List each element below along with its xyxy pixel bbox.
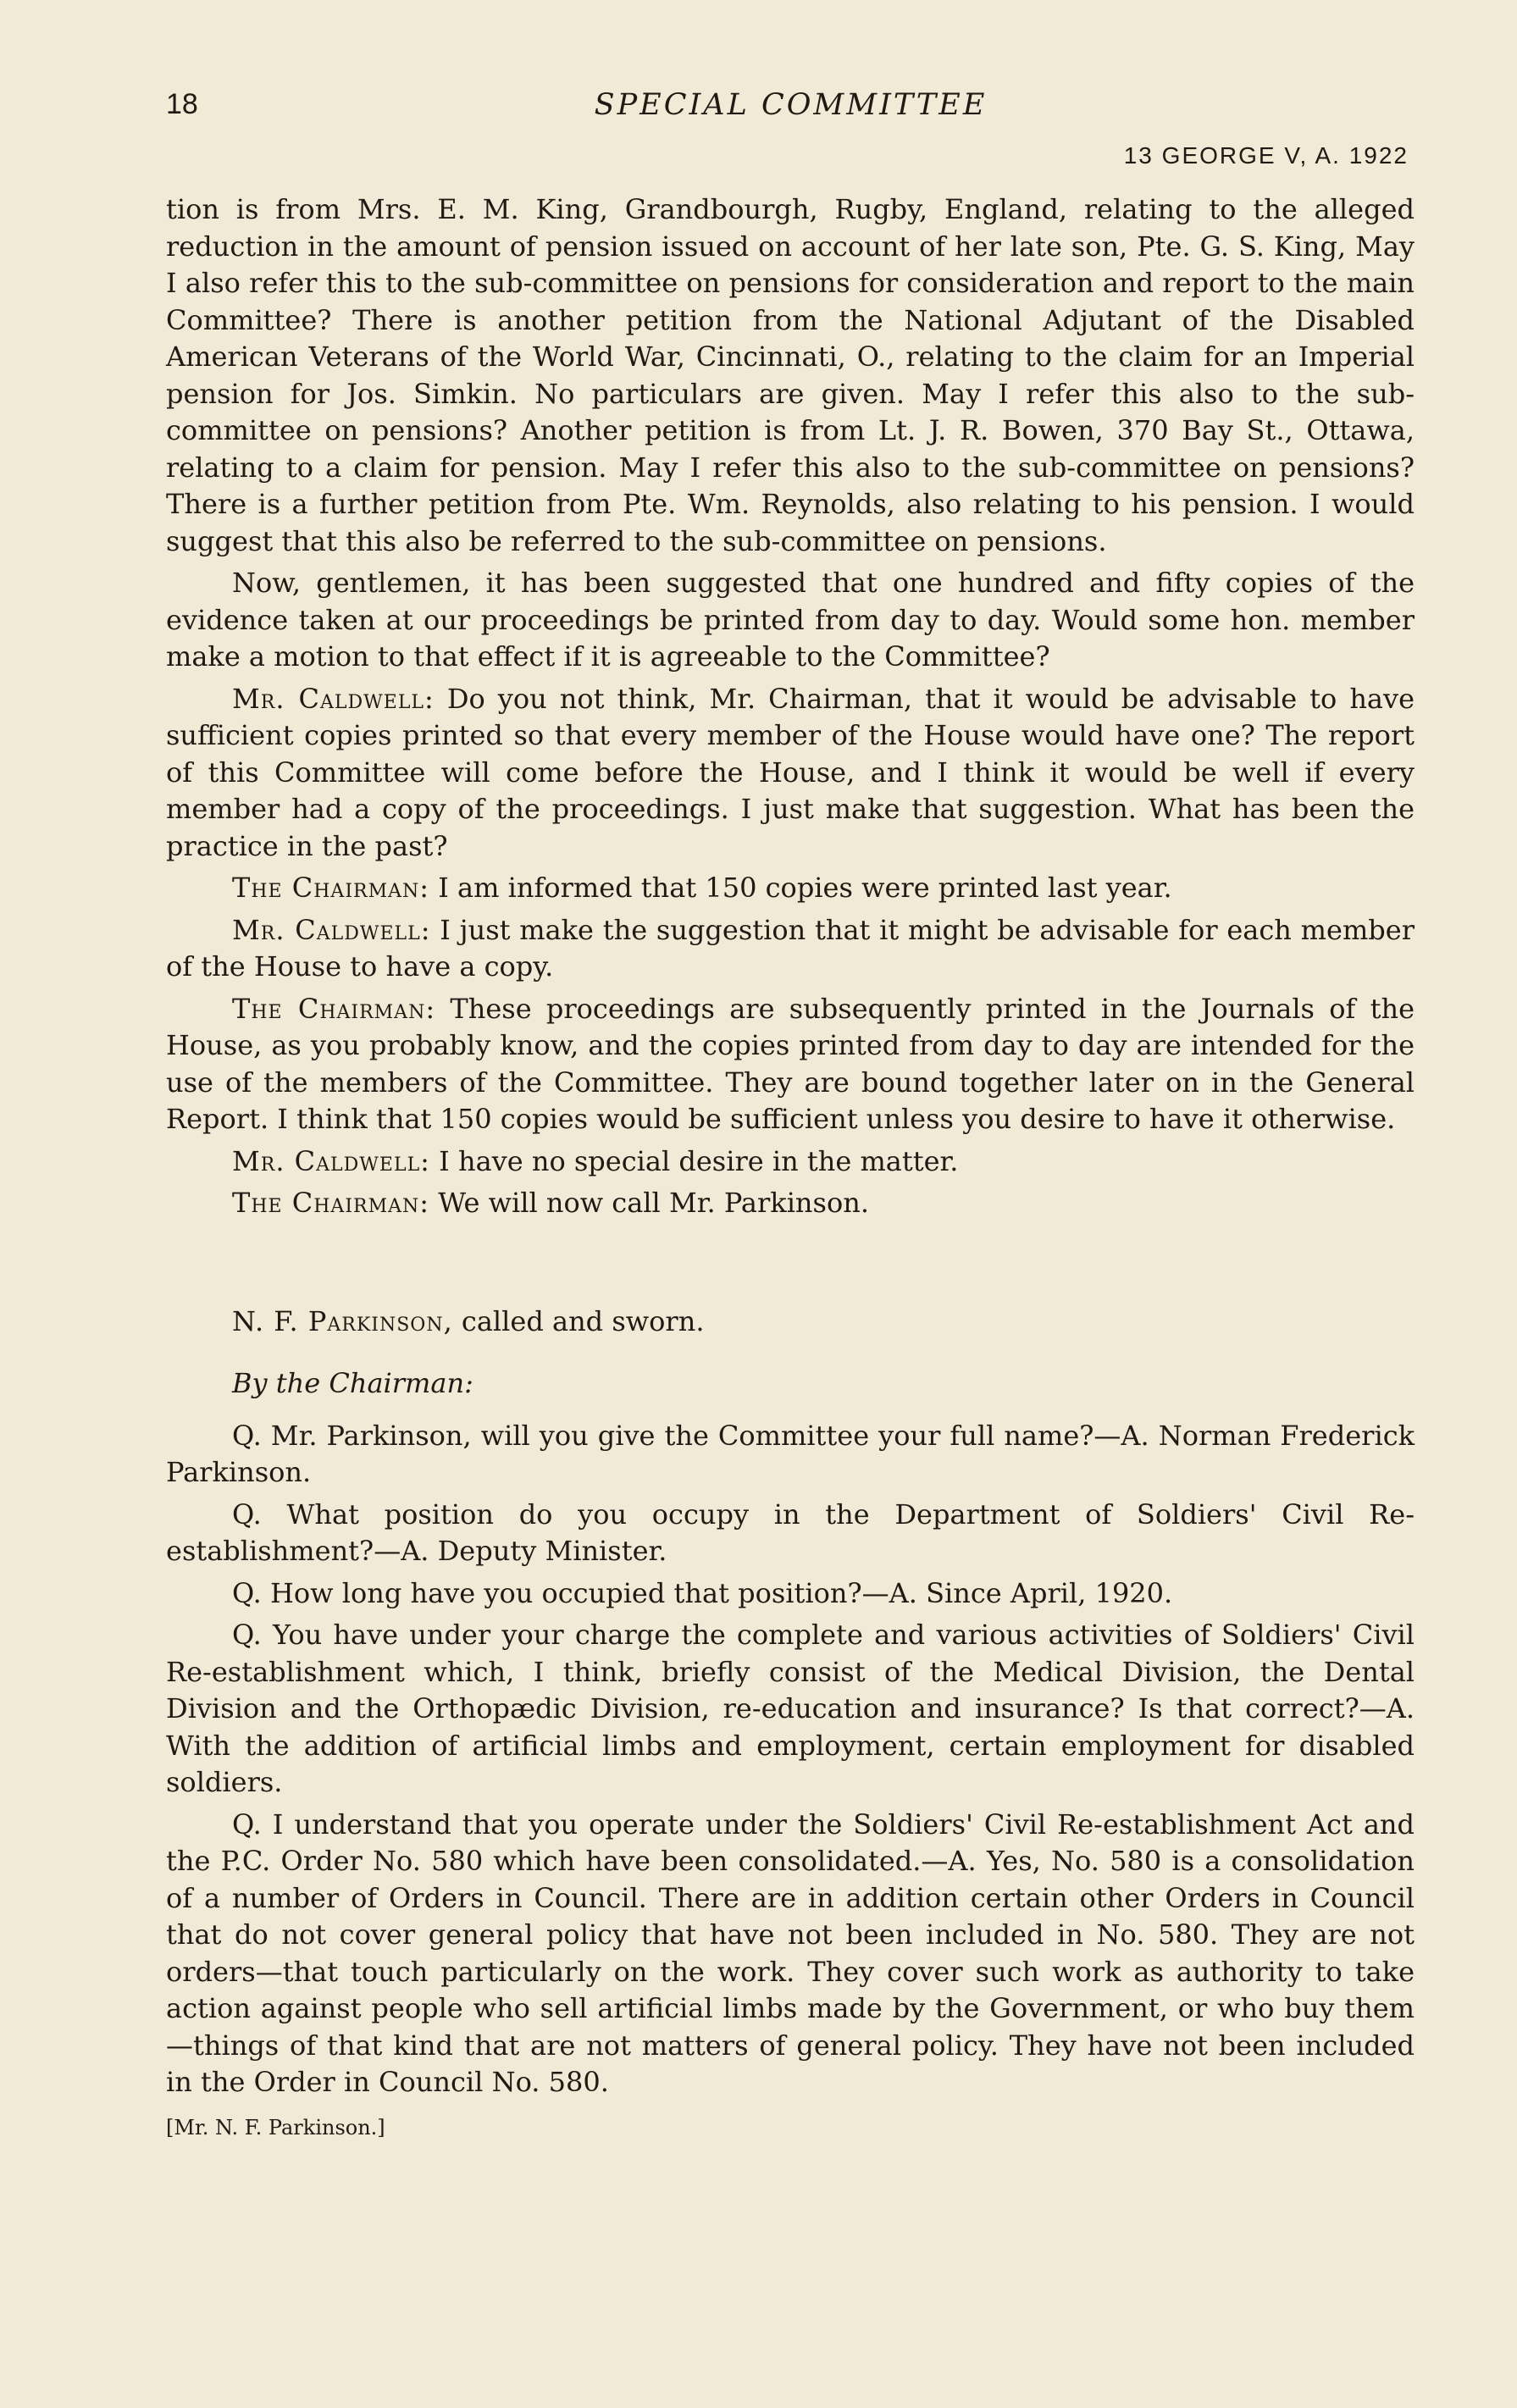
paragraph: tion is from Mrs. E. M. King, Grandbourgh, Rugby, England, relating to the alleged reduction in the amount of pension issued on account of her late son, Pte. G. S. King, May I also refer this to the sub-committee on pensions for consideration and report to the main Committee? There is another petition from the National Adjutant of the Disabled American Veterans of the World War, Cincinnati, O., relating to the claim for an Imperial pension for Jos. Simkin. No particulars are given. May I refer this also to the sub-committee on pensions? Another petition is from Lt. J. R. Bowen, 370 Bay St., Ottawa, relating to a claim for pension. May I refer this also to the sub-committee on pensions? There is a further petition from Pte. Wm. Reynolds, also relating to his pension. I would suggest that this also be referred to the sub-committee on pensions. bbox=[166, 193, 1415, 557]
paragraph: Now, gentlemen, it has been suggested that one hundred and fifty copies of the evidence taken at our proceedings be printed from day to day. Would some hon. member make a motion to that effect if it is agreeable to the Committee? bbox=[166, 567, 1415, 673]
speaker-name: The Chairman: bbox=[232, 872, 430, 904]
speaker-name: Mr. Caldwell: bbox=[232, 682, 435, 715]
question-answer: Q. How long have you occupied that position?—A. Since April, 1920. bbox=[232, 1576, 1173, 1609]
speech-paragraph bbox=[166, 681, 1415, 866]
session-label: 13 GEORGE V, A. 1922 bbox=[1123, 142, 1409, 169]
witness-called bbox=[166, 1304, 1415, 1341]
speaker-name: Mr. Caldwell: bbox=[232, 913, 431, 946]
speaker-name: Mr. Caldwell: bbox=[232, 1144, 430, 1177]
speech-text: These proceedings are subsequently printed in the Journals of the House, as you probably know, and the copies printed from day to day are intended for the use of the members of the Committee. They are bound together later on in the General Report. I think that 150 copies would be sufficient unless you desire to have it otherwise. bbox=[166, 992, 1415, 1135]
question-answer: Q. Mr. Parkinson, will you give the Committee your full name?—A. Norman Frederick Parkinson. bbox=[166, 1419, 1415, 1488]
speaker-name: The Chairman: bbox=[232, 992, 436, 1025]
question-answer: Q. You have under your charge the complete and various activities of Soldiers' Civil Re-establishment which, I think, briefly consist of the Medical Division, the Dental Division and the Orthopædic Division, re-education and insurance? Is that correct?—A. With the addition of artificial limbs and employment, certain employment for disabled soldiers. bbox=[166, 1619, 1415, 1798]
witness-name: N. F. Parkinson, bbox=[232, 1304, 453, 1337]
speech-paragraph bbox=[166, 912, 1415, 986]
speech-text: We will now call Mr. Parkinson. bbox=[438, 1187, 869, 1219]
speech-text: Do you not think, Mr. Chairman, that it would be advisable to have sufficient copies printed so that every member of the House would have one? The report of this Committee will come before the House, and I think it would be well if every member had a copy of the proceedings. I just make that suggestion. What has been the practice in the past? bbox=[166, 682, 1415, 862]
speech-text: I have no special desire in the matter. bbox=[439, 1144, 959, 1177]
question-answer: Q. I understand that you operate under the Soldiers' Civil Re-establishment Act and the P.C. Order No. 580 which have been consolidated.—A. Yes, No. 580 is a consolidation of a number of Orders in Council. There are in addition certain other Orders in Council that do not cover general policy that have not been included in No. 580. They are not orders—that touch particularly on the work. They cover such work as authority to take action against people who sell artificial limbs made by the Government, or who buy them—things of that kind that are not matters of general policy. They have not been included in the Order in Council No. 580. bbox=[166, 1807, 1415, 2098]
speaker-name: The Chairman: bbox=[232, 1187, 430, 1219]
document-body bbox=[166, 191, 1415, 2151]
examiner-heading: By the Chairman: bbox=[232, 1367, 473, 1399]
speech-paragraph bbox=[166, 870, 1415, 907]
speech-paragraph bbox=[166, 991, 1415, 1138]
speech-text: I am informed that 150 copies were printed last year. bbox=[438, 872, 1172, 904]
speech-text: I just make the suggestion that it might be advisable for each member of the House to have a copy. bbox=[166, 913, 1415, 983]
speech-paragraph bbox=[166, 1143, 1415, 1181]
question-answer: Q. What position do you occupy in the Department of Soldiers' Civil Re-establishment?—A. Deputy Minister. bbox=[166, 1497, 1415, 1567]
page-number: 18 bbox=[166, 88, 198, 120]
witness-called-text: called and sworn. bbox=[461, 1304, 705, 1337]
running-title: SPECIAL COMMITTEE bbox=[594, 88, 988, 122]
speech-paragraph bbox=[166, 1185, 1415, 1222]
page-header bbox=[166, 88, 1415, 139]
witness-footer-reference: [Mr. N. F. Parkinson.] bbox=[166, 2115, 385, 2140]
